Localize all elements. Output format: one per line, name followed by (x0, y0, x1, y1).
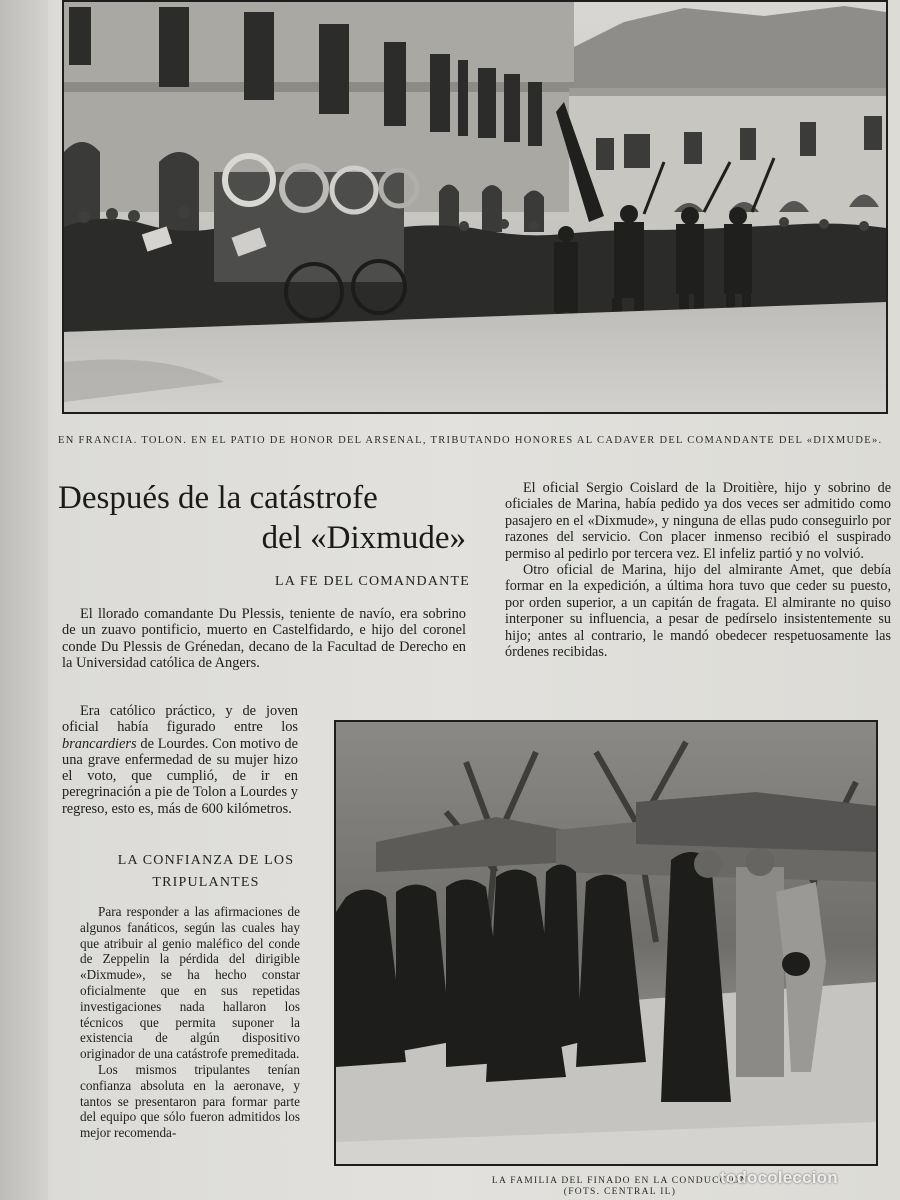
section-title-la-confianza-de-los-tripulantes: LA CONFIANZA DE LOS TRIPULANTES (117, 853, 295, 890)
left-column-upper-text (62, 606, 466, 671)
family-procession-scene (336, 722, 876, 1164)
italic-term: brancardiers (62, 735, 137, 752)
paragraph: El oficial Sergio Coislard de la Droitière, hijo y sobrino de oficiales de Marina, había pedido ya dos veces ser admitido como pasajero en el «Dixmude», y ninguna de ellas pudo conseguirlo por razones del servicio. Con placer inmenso recibió el suspirado permiso al pedirlo por tercera vez. El infeliz partió y no volvió. (505, 480, 891, 562)
section-title-la-fe-del-comandante: LA FE DEL COMANDANTE (275, 574, 470, 589)
bottom-caption-credit: (FOTS. CENTRAL IL) (563, 1187, 677, 1197)
left-column-narrow-text (62, 703, 298, 817)
article-headline (58, 478, 466, 558)
headline-line-2: del «Dixmude» (261, 520, 466, 556)
paragraph-lead: Era católico práctico, y de joven oficial había figurado entre los (62, 703, 298, 736)
watermark-logo: todocoleccion (720, 1168, 838, 1187)
paragraph: Para responder a las afirmaciones de algunos fanáticos, según las cuales hay que atribuir al genio maléfico del conde de Zeppelin la pérdida del dirigible «Dixmude», se ha hecho constar oficialmente que en sus repetidas investigaciones nada hallaron los técnicos que permita suponer la existencia de algún dispositivo originador de una catástrofe premeditada. (80, 904, 300, 1062)
page-gutter (0, 0, 48, 1200)
paragraph-tail: de Lourdes. Con motivo de una grave enfermedad de su mujer hizo el voto, que cumplió, de ir en peregrinación a pie de Tolon a Lourdes y regreso, esto es, más de 600 kilómetros. (62, 735, 298, 817)
arsenal-courtyard-scene (64, 2, 886, 412)
headline-line-1: Después de la catástrofe (58, 480, 378, 516)
paragraph: El llorado comandante Du Plessis, teniente de navío, era sobrino de un zuavo pontificio, muerto en Castelfidardo, e hijo del coronel conde Du Plessis de Grénedan, decano de la Facultad de Derecho en la Universidad católica de Angers. (62, 606, 466, 671)
paragraph (62, 703, 298, 817)
bottom-caption-line-1: LA FAMILIA DEL FINADO EN LA CONDUCCION (491, 1176, 749, 1186)
left-column-lower-text (80, 904, 300, 1141)
bottom-photograph-family-procession (334, 720, 878, 1166)
top-photograph-arsenal-courtyard (62, 0, 888, 414)
top-photo-caption: EN FRANCIA. TOLON. EN EL PATIO DE HONOR DEL ARSENAL, TRIBUTANDO HONORES AL CADAVER DEL COMANDANTE DEL «DIXMUDE». (58, 435, 883, 446)
right-column-text (505, 480, 891, 660)
paragraph: Los mismos tripulantes tenían confianza absoluta en la aeronave, y tantos se presentaron para formar parte del equipo que sólo fueron admitidos los mejor recomenda- (80, 1061, 300, 1141)
paragraph: Otro oficial de Marina, hijo del almirante Amet, que debía formar en la expedición, a última hora tuvo que ceder su puesto, por orden superior, a un capitán de fragata. El almirante no quiso interponer su influencia, a pesar de pedírselo insistentemente su hijo; antes al contrario, le mandó obedecer respetuosamente las órdenes recibidas. (505, 562, 891, 661)
